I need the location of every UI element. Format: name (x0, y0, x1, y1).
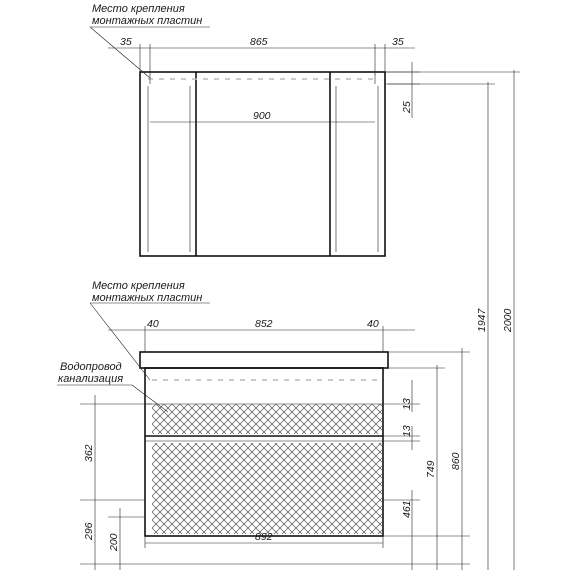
plumbing-label-2: канализация (58, 373, 124, 385)
dim-mirror-width: 900 (253, 110, 271, 122)
dim-top-left: 35 (120, 36, 132, 48)
dim-pipes-height: 362 (83, 444, 95, 462)
plumbing-label-1: Водопровод (60, 361, 122, 373)
mount-label-bottom-2: монтажных пластин (92, 292, 203, 304)
dim-total-height: 2000 (502, 308, 514, 332)
dim-top-right: 35 (392, 36, 404, 48)
mirror-cabinet (140, 72, 385, 256)
dim-floor-clearance: 200 (108, 533, 120, 551)
dim-cabinet-top: 749 (425, 460, 437, 478)
vanity-cabinet (140, 352, 388, 536)
dim-mount-height: 25 (401, 101, 413, 113)
dim-drawer-gap-mid: 13 (401, 425, 413, 437)
mount-label-top-2: монтажных пластин (92, 15, 203, 27)
dim-mirror-mount: 1947 (476, 308, 488, 332)
dim-bottom-right: 40 (367, 318, 379, 330)
dim-top-center: 865 (250, 36, 268, 48)
dim-mount-height-bottom: 461 (401, 500, 413, 518)
mount-label-bottom-1: Место крепления (92, 280, 185, 292)
dim-bottom-left: 40 (147, 318, 159, 330)
mount-label-top-1: Место крепления (92, 3, 185, 15)
dim-sink-top: 860 (450, 452, 462, 470)
plumbing-leader (57, 385, 168, 412)
dim-sewer-height: 296 (83, 522, 95, 540)
dim-drawer-gap-top: 13 (401, 398, 413, 410)
top-dim-row (108, 44, 415, 75)
dim-base-width: 892 (255, 531, 273, 543)
right-dims (383, 70, 520, 570)
dim-bottom-center: 852 (255, 318, 273, 330)
